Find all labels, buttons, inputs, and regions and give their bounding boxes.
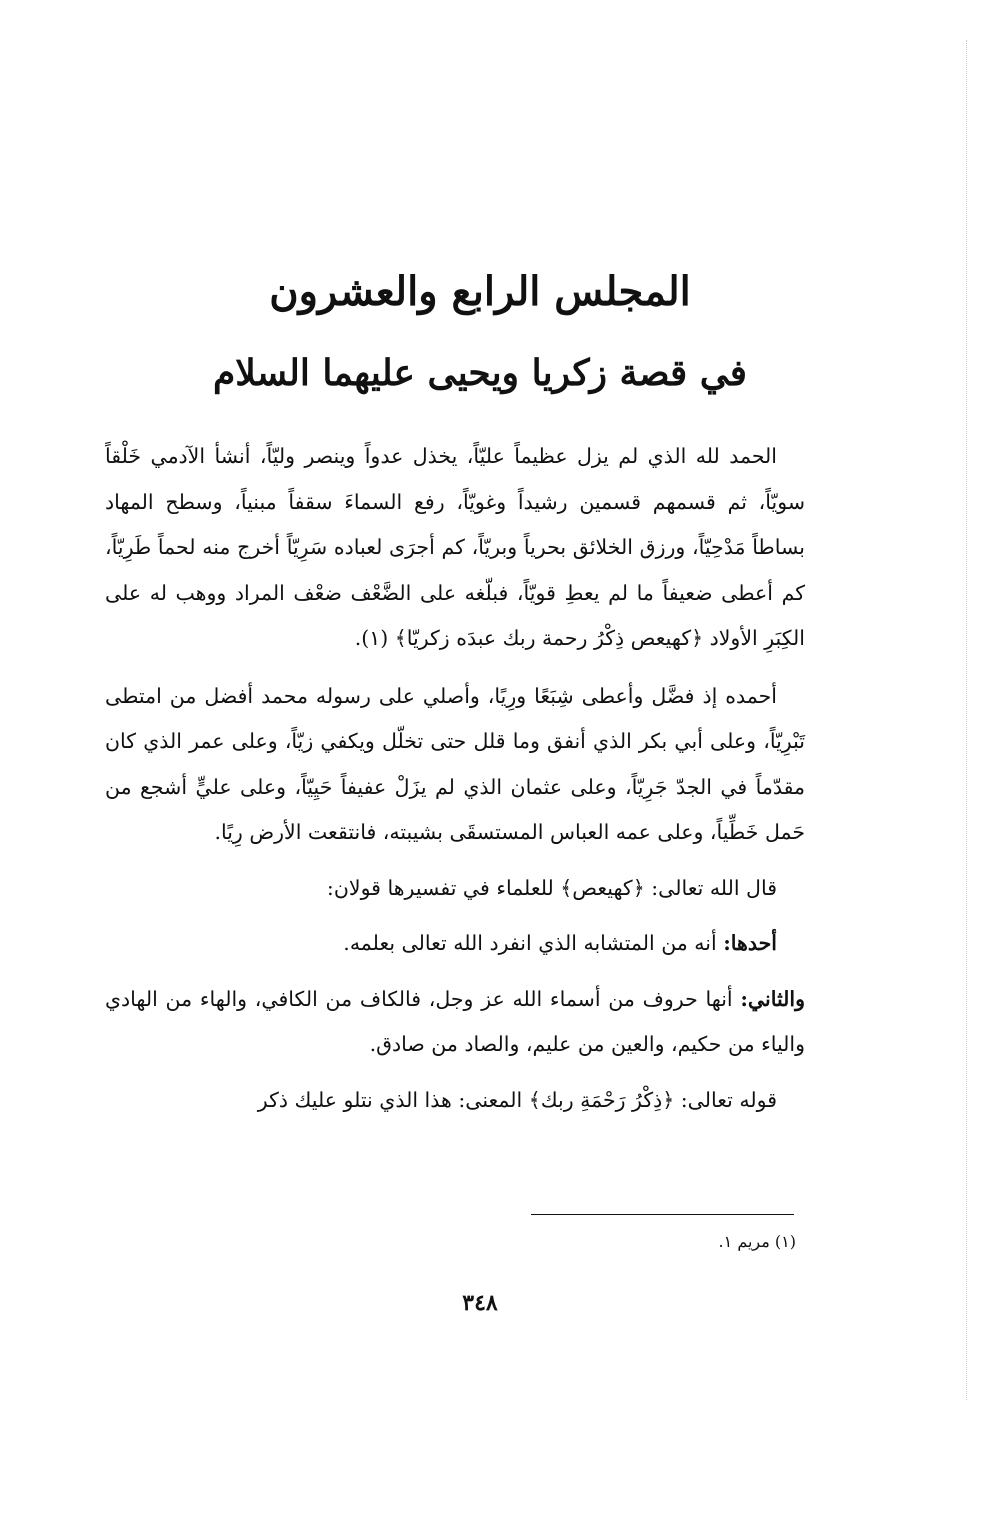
first-opinion-lead: أحدها: — [723, 931, 777, 955]
body-text — [105, 434, 805, 1123]
paragraph-salutations: أحمده إذ فضَّل وأعطى شِبَعًا ورِيًا، وأصلي على رسوله محمد أفضل من امتطى تَبْرِيّاً، وعلى أبي بكر الذي أنفق وما قلل حتى تخلّل ويكفي زيّاً، وعلى عمر الذي كان مقدّماً في الجدّ جَرِيّاً، وعلى عثمان الذي لم يزَلْ عفيفاً حَيِيّاً، وعلى عليٍّ أشجع من حَمل خَطِّياً، وعلى عمه العباس المستسقَى بشيبته، فانتقعت الأرض رِيًا. — [105, 683, 805, 844]
page-number: ٣٤٨ — [462, 1290, 498, 1316]
second-opinion-lead: والثاني: — [740, 986, 805, 1011]
chapter-title: المجلس الرابع والعشرون — [269, 268, 691, 315]
paragraph-second-opinion — [105, 977, 805, 1068]
paragraph-first-opinion — [105, 921, 805, 967]
footnote-divider — [531, 1214, 794, 1215]
paragraph-verse-commentary: قوله تعالى: ﴿ذِكْرُ رَحْمَةِ ربك﴾ المعنى: هذا الذي نتلو عليك ذكر — [257, 1087, 777, 1112]
paragraph-quran-verse-intro: قال الله تعالى: ﴿كهيعص﴾ للعلماء في تفسيرها قولان: — [326, 875, 777, 900]
paragraph-opening-praise: الحمد لله الذي لم يزل عظيماً عليّاً، يخذل عدواً وينصر وليّاً، أنشأ الآدمي خَلْقاً سويّاً، ثم قسمهم قسمين رشيداً وغويّاً، رفع السماءَ سقفاً مبنياً، وسطح المهاد بساطاً مَدْحِيّاً، ورزق الخلائق بحرياً وبريّاً، كم أجرَى لعباده سَرِيّاً أخرج منه لحماً طَرِيّاً، كم أعطى ضعيفاً ما لم يعطِ قويّاً، فبلّغه على الضَّعْف ضعْف المراد ووهب له على الكِبَرِ الأولاد ﴿كهيعص ذِكْرُ رحمة ربك عبدَه زكريّا﴾ (١). — [105, 444, 805, 650]
second-opinion-text: أنها حروف من أسماء الله عز وجل، فالكاف من الكافي، والهاء من الهادي والياء من حكيم، والعين من عليم، والصاد من صادق. — [105, 986, 805, 1056]
chapter-subtitle: في قصة زكريا ويحيى عليهما السلام — [213, 352, 747, 394]
footnote: (١) مريم ١. — [718, 1232, 796, 1251]
first-opinion-text: أنه من المتشابه الذي انفرد الله تعالى بعلمه. — [343, 931, 717, 955]
scan-margin-line — [966, 40, 967, 1400]
